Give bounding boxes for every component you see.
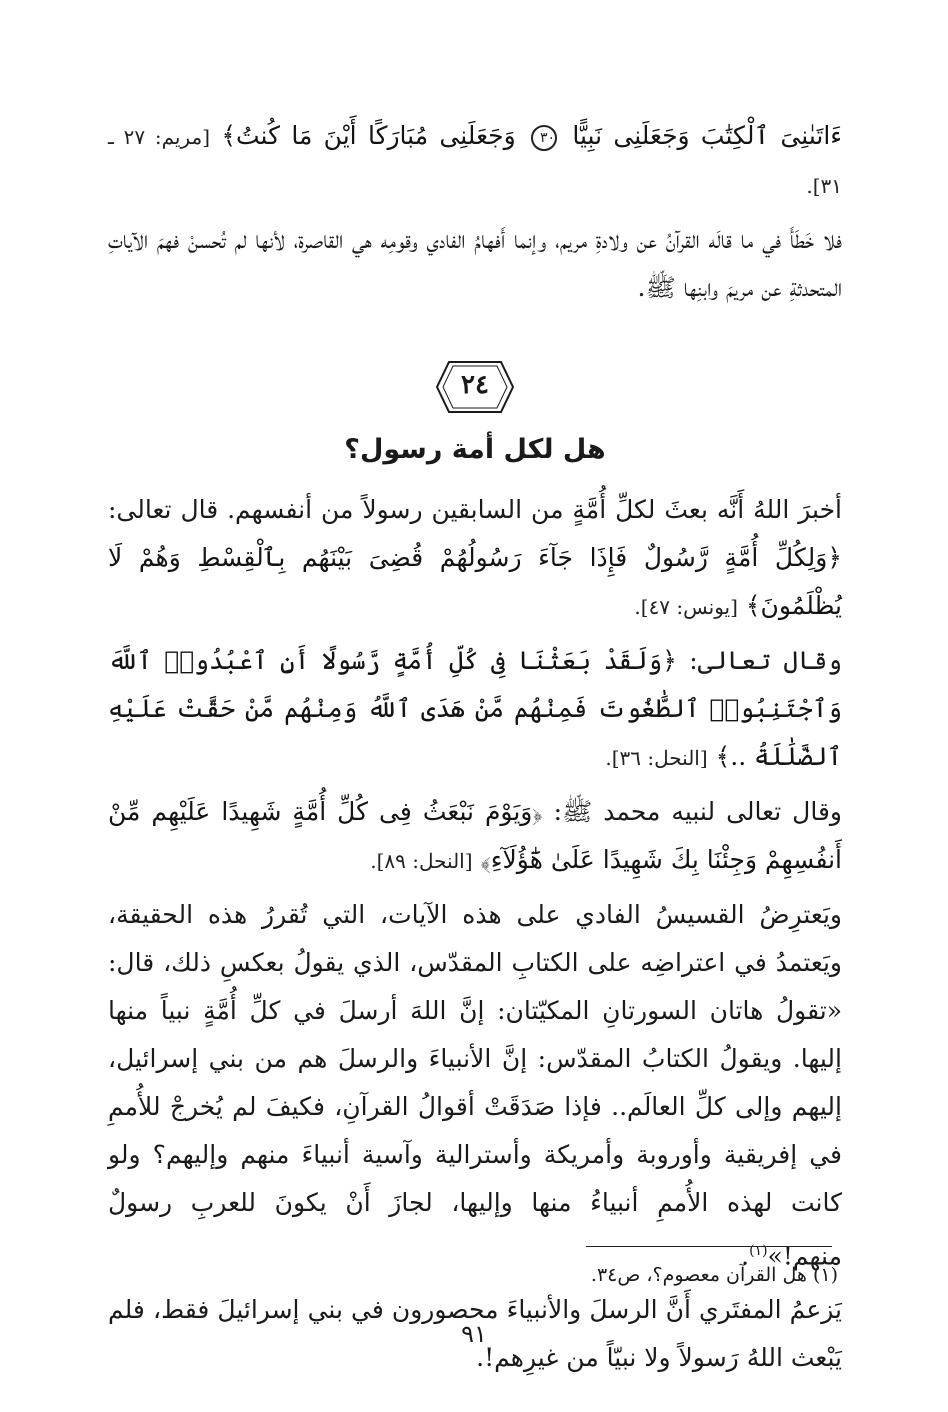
footnote-divider [586, 1246, 832, 1247]
quran-verse: ﴿وَيَوْمَ نَبْعَثُ فِى كُلِّ أُمَّةٍ شَهِيدًا عَلَيْهِم مِّنْ أَنفُسِهِمْ وَجِئْنَا بِكَ شَهِيدًا عَلَىٰ هَٰٓؤُلَآءِ﴾ [108, 797, 842, 874]
paragraph-verse-continuation [108, 112, 842, 210]
verse-reference: [النحل: ٣٦]. [605, 746, 708, 770]
paragraph-nahl-36 [108, 637, 842, 782]
page-number: ٩١ [461, 1320, 487, 1348]
verse-reference: [يونس: ٤٧]. [634, 595, 738, 619]
footnote-label: (١) [812, 1264, 838, 1286]
verse-reference: [مريم: ٢٧ ـ ٣١]. [108, 125, 842, 198]
paragraph-text: وقال تعالى لنبيه محمد ﷺ: [553, 797, 842, 826]
paragraph-conclusion [108, 216, 842, 312]
quran-verse: ﴿وَلِكُلِّ أُمَّةٍ رَّسُولٌ فَإِذَا جَآءَ رَسُولُهُمْ قُضِىَ بَيْنَهُم بِٱلْقِسْطِ وَهُمْ لَا يُظْلَمُونَ﴾ [108, 543, 842, 620]
paragraph-text: فلا خَطَأَ في ما قالَه القرآنُ عن ولادةِ مريم، وإنما أَفهامُ الفادي وقومِه هي القاصرة، لأنها لم تُحسنْ فهمَ الآياتِ المتحدثةِ عن مريمَ وابنِها ﷺ. [108, 225, 842, 302]
quran-verse: ءَاتَىٰنِىَ ٱلْكِتَٰبَ وَجَعَلَنِى نَبِيًّا [572, 121, 843, 150]
paragraph-text: أخبرَ اللهُ أَنَّه بعثَ لكلِّ أُمَّةٍ من السابقين رسولاً من أنفسهم. قال تعالى: [108, 495, 842, 524]
footnote-marker: (١) [749, 1243, 768, 1259]
verse-reference: [النحل: ٨٩]. [370, 849, 473, 873]
verse-marker: ٣٠ [531, 125, 557, 151]
quran-verse: ﴿وَلَقَدْ بَعَثْنَا فِى كُلِّ أُمَّةٍ رَّسُولًا أَنِ ٱعْبُدُوا۟ ٱللَّهَ وَٱجْتَنِبُوا۟ ٱلطَّٰغُوتَ فَمِنْهُم مَّنْ هَدَى ٱللَّهُ وَمِنْهُم مَّنْ حَقَّتْ عَلَيْهِ ٱلضَّلَٰلَةُ ..﴾ [108, 646, 842, 771]
footnote-text: هل القرآن معصوم؟، ص٣٤. [590, 1264, 807, 1286]
page-body [108, 112, 842, 1388]
chapter-title: هل لكل أمة رسول؟ [344, 434, 606, 465]
paragraph-text: وقال تعالى: [689, 646, 842, 675]
paragraph-text: يَزعمُ المفتَري أَنَّ الرسلَ والأنبياءَ محصورون في بني إسرائيلَ فقط، فلم يَبْعث اللهُ رَسولاً ولا نبيّاً من غيرِهم!. [108, 1295, 842, 1373]
paragraph-nahl-89 [108, 788, 842, 885]
chapter-number-ornament [435, 358, 515, 416]
paragraph-end: . [741, 1241, 750, 1271]
chapter-number: ٢٤ [461, 370, 489, 400]
paragraph-yunus [108, 486, 842, 631]
footnote [238, 1260, 838, 1290]
quran-verse: وَجَعَلَنِى مُبَارَكًا أَيْنَ مَا كُنتُ﴾ [221, 121, 516, 150]
paragraph-objection [108, 891, 842, 1280]
paragraph-text: ويَعترِضُ القسيسُ الفادي على هذه الآيات، التي تُقررُ هذه الحقيقة، ويَعتمدُ في اعتراضِه على الكتابِ المقدّس، الذي يقولُ بعكسِ ذلك، قال: «تقولُ هاتان السورتانِ المكيّتان: إنَّ اللهَ أرسلَ في كلِّ أُمَّةٍ نبياً منها إليها. ويقولُ الكتابُ المقدّس: إنَّ الأنبياءَ والرسلَ هم من بني إسرائيل، إليهم وإلى كلِّ العالَم.. فإذا صَدَقَتْ أقوالُ القرآنِ، فكيفَ لم يُخرجْ للأُممِ في إفريقية وأوروبة وأمريكة وأسترالية وآسية أنبياءَ منهم وإليهم؟ ولو كانت لهذه الأُممِ أنبياءُ منها وإليها، لجازَ أَنْ يكونَ للعربِ رسولٌ منهم!» [108, 900, 842, 1271]
